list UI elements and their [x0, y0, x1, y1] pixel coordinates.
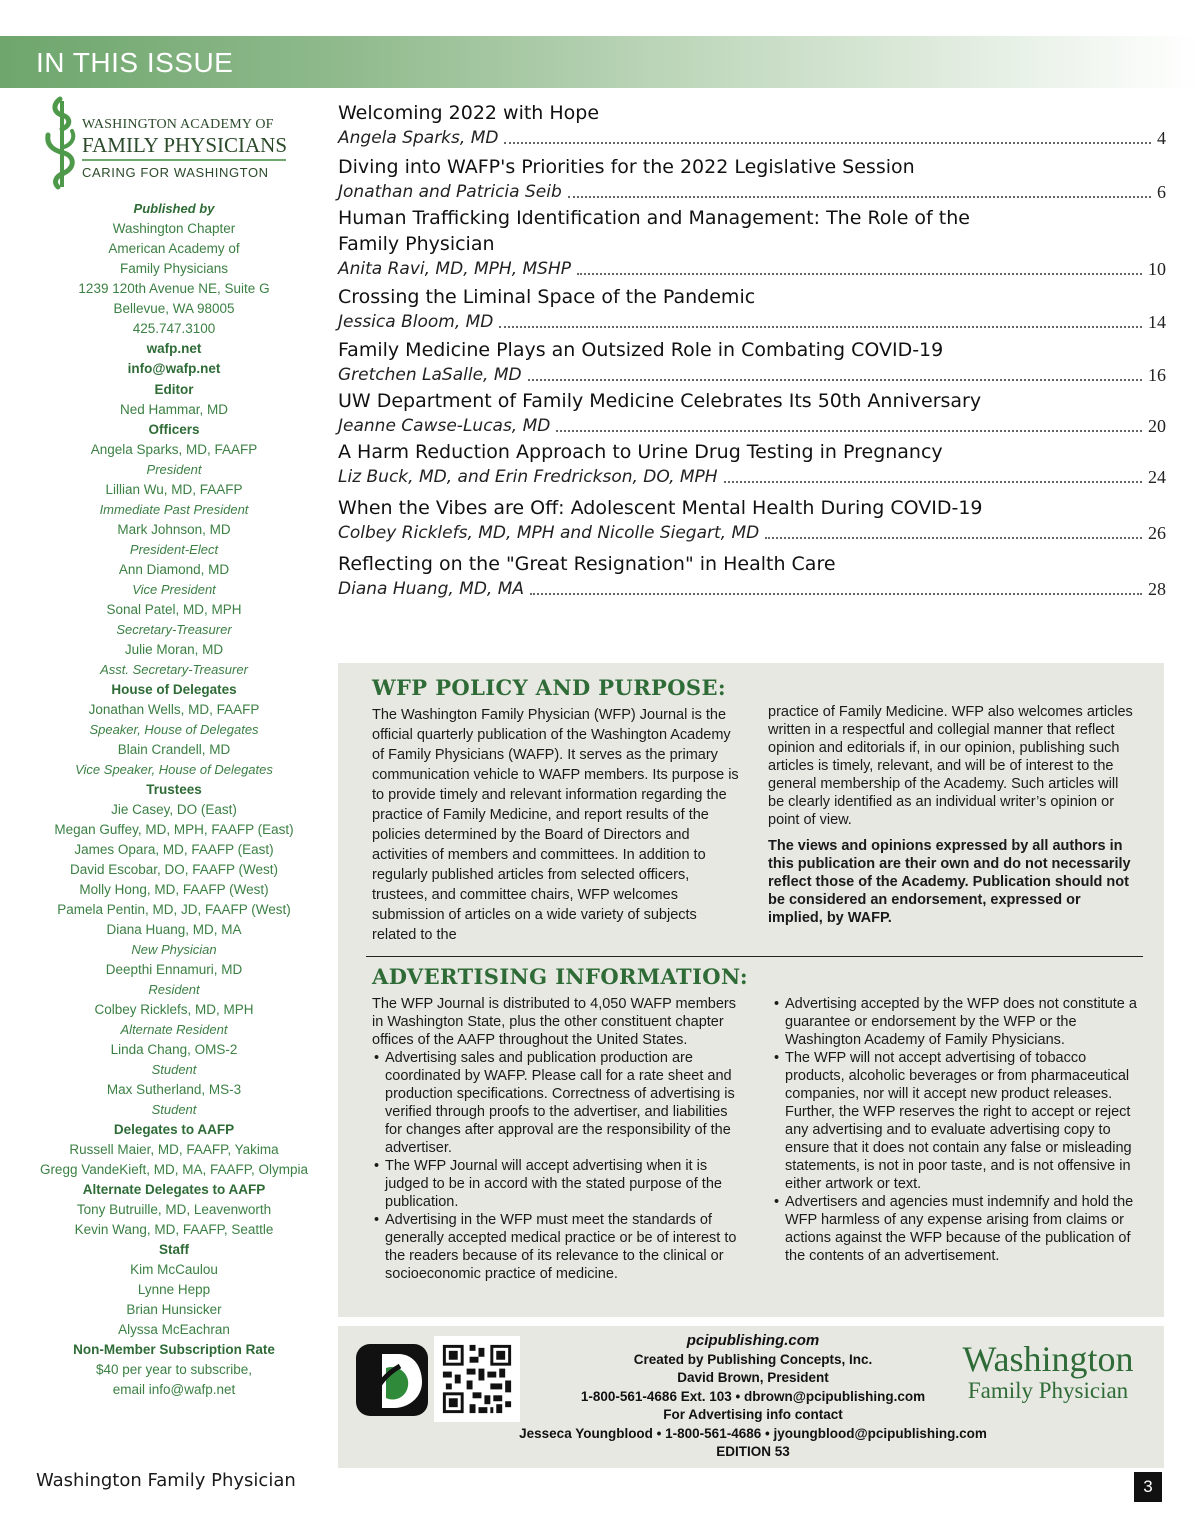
masthead-sidebar: [20, 95, 328, 1400]
toc-byline-row: [338, 414, 1166, 438]
toc-leader-dots: [724, 481, 1142, 483]
masthead-line: American Academy of: [108, 241, 240, 256]
section-title: IN THIS ISSUE: [36, 47, 234, 78]
toc-page-number: 28: [1148, 579, 1166, 599]
masthead-line: Published by: [133, 201, 215, 216]
publisher-line-2: David Brown, President: [677, 1370, 829, 1385]
toc-byline-row: [338, 577, 1166, 601]
masthead-line: Mark Johnson, MD: [117, 522, 231, 537]
masthead-line: Max Sutherland, MS-3: [106, 1082, 242, 1097]
toc-entry[interactable]: [338, 495, 1166, 545]
toc-byline-row: [338, 465, 1166, 489]
masthead-line: Non-Member Subscription Rate: [73, 1342, 275, 1357]
advertising-list-1: [372, 1049, 744, 1283]
masthead-line: Staff: [159, 1242, 189, 1257]
masthead-line: Deepthi Ennamuri, MD: [105, 962, 243, 977]
masthead-line: Editor: [154, 382, 194, 397]
policy-heading: WFP POLICY AND PURPOSE:: [372, 675, 727, 700]
logo-divider: [82, 159, 286, 161]
masthead-line: Resident: [148, 982, 200, 997]
masthead-line: Student: [151, 1062, 197, 1077]
toc-page-number: 6: [1157, 182, 1166, 202]
masthead-line: President-Elect: [129, 542, 219, 557]
toc-author: Liz Buck, MD, and Erin Fredrickson, DO, MPH: [338, 467, 718, 487]
advertising-bullet: • Advertising sales and publication production are coordinated by WAFP. Please call for a rate sheet and production specifications. Correctness of advertising is verified through proofs to the advertiser, and liabilities for changes after approval are the responsibility of the advertiser.: [372, 1049, 744, 1157]
masthead-line[interactable]: email info@wafp.net: [112, 1382, 236, 1397]
wfp-brand-logo: [958, 1340, 1138, 1404]
section-divider: [366, 956, 1143, 957]
toc-author: Jeanne Cawse-Lucas, MD: [338, 416, 551, 436]
toc-page-number: 26: [1148, 523, 1166, 543]
toc-byline-row: [338, 521, 1166, 545]
toc-article-title: Diving into WAFP's Priorities for the 2022 Legislative Session: [338, 156, 915, 178]
toc-author: Gretchen LaSalle, MD: [338, 365, 522, 385]
publisher-box: [338, 1326, 1164, 1468]
masthead-line: Kevin Wang, MD, FAAFP, Seattle: [74, 1222, 274, 1237]
toc-byline-row: [338, 310, 1166, 334]
masthead-line: Jonathan Wells, MD, FAAFP: [88, 702, 260, 717]
toc-entry[interactable]: [338, 337, 1166, 387]
toc-entry[interactable]: [338, 100, 1166, 150]
masthead-line: $40 per year to subscribe,: [95, 1362, 253, 1377]
toc-leader-dots: [765, 537, 1142, 539]
masthead-line: Asst. Secretary-Treasurer: [100, 662, 248, 677]
toc-article-title: UW Department of Family Medicine Celebrates Its 50th Anniversary: [338, 390, 982, 412]
toc-leader-dots: [568, 196, 1151, 198]
masthead-line: Tony Butruille, MD, Leavenworth: [76, 1202, 272, 1217]
toc-byline-row: [338, 363, 1166, 387]
masthead-line: Megan Guffey, MD, MPH, FAAFP (East): [54, 822, 294, 837]
masthead-line: Vice Speaker, House of Delegates: [75, 762, 273, 777]
toc-page-number: 14: [1148, 312, 1166, 332]
masthead-line: James Opara, MD, FAAFP (East): [74, 842, 274, 857]
logo-line-1: WASHINGTON ACADEMY OF: [82, 117, 274, 132]
toc-entry[interactable]: [338, 284, 1166, 334]
toc-author: Diana Huang, MD, MA: [338, 579, 525, 599]
masthead-line: Lynne Hepp: [137, 1282, 211, 1297]
masthead-line: Lillian Wu, MD, FAAFP: [105, 482, 243, 497]
masthead-line: Sonal Patel, MD, MPH: [106, 602, 242, 617]
masthead-line: President: [146, 462, 202, 477]
toc-leader-dots: [530, 593, 1142, 595]
toc-article-title: Reflecting on the "Great Resignation" in Health Care: [338, 553, 836, 575]
masthead-line: New Physician: [131, 942, 217, 957]
masthead-line: Gregg VandeKieft, MD, MA, FAAFP, Olympia: [39, 1162, 309, 1177]
advertising-bullet: • The WFP will not accept advertising of tobacco products, alcoholic beverages or from pharmaceutical companies, nor will it accept new product releases. Further, the WFP reserves the right to accept or reject any advertising and to evaluate advertising copy to ensure that it does not contain any false or misleading statements, is not in poor taste, and is not offensive in either artwork or text.: [772, 1049, 1144, 1193]
masthead-line: Trustees: [146, 782, 202, 797]
publisher-logo: [356, 1344, 428, 1416]
toc-page-number: 20: [1148, 416, 1166, 436]
advertising-bullet: • Advertising accepted by the WFP does not constitute a guarantee or endorsement by the WFP or the Washington Academy of Family Physicians.: [772, 995, 1144, 1049]
toc-entry[interactable]: [338, 439, 1166, 489]
advertising-intro: The WFP Journal is distributed to 4,050 WAFP members in Washington State, plus the other constituent chapter offices of the AAFP throughout the United States.: [372, 996, 736, 1048]
toc-author: Angela Sparks, MD: [338, 128, 499, 148]
masthead-line: Angela Sparks, MD, FAAFP: [90, 442, 258, 457]
masthead-line: Officers: [148, 422, 200, 437]
masthead-line: Pamela Pentin, MD, JD, FAAFP (West): [57, 902, 291, 917]
masthead-line[interactable]: wafp.net: [146, 341, 202, 356]
brand-line-2: Family Physician: [967, 1378, 1129, 1403]
masthead-line: 1239 120th Avenue NE, Suite G: [78, 281, 270, 296]
toc-leader-dots: [499, 326, 1142, 328]
wafp-logo: [20, 95, 328, 195]
brand-line-1: Washington: [962, 1339, 1134, 1379]
toc-article-title: Family Medicine Plays an Outsized Role in Combating COVID-19: [338, 339, 944, 361]
masthead-line: Jie Casey, DO (East): [111, 802, 237, 817]
masthead-line: Delegates to AAFP: [113, 1122, 235, 1137]
toc-leader-dots: [556, 430, 1142, 432]
toc-leader-dots: [528, 379, 1142, 381]
toc-byline-row: [338, 126, 1166, 150]
policy-text-2: practice of Family Medicine. WFP also welcomes articles written in a respectful and collegial manner that reflect opinion and editorials if, in our opinion, publishing such articles is timely, relevant, and will be of interest to the general membership of the Academy. Such articles will be clearly identified as an individual writer’s opinion or point of view.: [768, 704, 1133, 828]
publisher-line-5: Jesseca Youngblood • 1-800-561-4686 • jyoungblood@pcipublishing.com: [519, 1425, 987, 1441]
masthead-line: Russell Maier, MD, FAAFP, Yakima: [69, 1142, 279, 1157]
publisher-info: [488, 1332, 1018, 1462]
advertising-bullet: • The WFP Journal will accept advertising when it is judged to be in accord with the stated purpose of the publication.: [372, 1157, 744, 1211]
toc-article-title-cont: Family Physician: [338, 233, 495, 255]
publisher-line-1: Created by Publishing Concepts, Inc.: [633, 1351, 873, 1367]
toc-entry[interactable]: [338, 388, 1166, 438]
publisher-line-3: 1-800-561-4686 Ext. 103 • dbrown@pcipublishing.com: [580, 1388, 926, 1404]
toc-page-number: 16: [1148, 365, 1166, 385]
toc-entry[interactable]: [338, 551, 1166, 601]
section-banner: [0, 36, 1200, 88]
masthead-line: Washington Chapter: [112, 221, 236, 236]
toc-author: Colbey Ricklefs, MD, MPH and Nicolle Siegart, MD: [338, 523, 760, 543]
toc-article-title: Welcoming 2022 with Hope: [338, 102, 600, 124]
masthead-line: Ned Hammar, MD: [119, 402, 229, 417]
policy-column-1: [372, 705, 744, 945]
advertising-column-1: [372, 995, 744, 1283]
toc-leader-dots: [504, 142, 1151, 144]
masthead-line: Molly Hong, MD, FAAFP (West): [79, 882, 269, 897]
policy-disclaimer: The views and opinions expressed by all authors in this publication are their own and do not necessarily reflect those of the Academy. Publication should not be considered an endorsement, expressed or implied, by WAFP.: [768, 838, 1131, 926]
toc-byline-row: [338, 180, 1166, 204]
masthead-line: Family Physicians: [119, 261, 229, 276]
toc-author: Jessica Bloom, MD: [338, 312, 494, 332]
publisher-url[interactable]: pcipublishing.com: [686, 1332, 820, 1349]
masthead-line: Diana Huang, MD, MA: [106, 922, 242, 937]
masthead-line: House of Delegates: [111, 682, 237, 697]
toc-page-number: 10: [1148, 259, 1166, 279]
masthead-line: Bellevue, WA 98005: [113, 301, 235, 316]
policy-column-2: [768, 703, 1138, 927]
toc-article-title: When the Vibes are Off: Adolescent Mental Health During COVID-19: [338, 497, 983, 519]
page-number: 3: [1134, 1472, 1162, 1502]
masthead-line: Linda Chang, OMS-2: [110, 1042, 238, 1057]
masthead-line: Alternate Resident: [120, 1022, 228, 1037]
toc-byline-row: [338, 257, 1166, 281]
advertising-column-2: [772, 995, 1144, 1265]
toc-page-number: 24: [1148, 467, 1166, 487]
masthead-line: Colbey Ricklefs, MD, MPH: [94, 1002, 254, 1017]
toc-author: Jonathan and Patricia Seib: [338, 182, 562, 202]
toc-article-title: Human Trafficking Identification and Management: The Role of the: [338, 207, 970, 229]
policy-box: [338, 663, 1164, 1317]
toc-article-title: Crossing the Liminal Space of the Pandemic: [338, 286, 756, 308]
publisher-logo-icon: [356, 1344, 428, 1416]
masthead-line: David Escobar, DO, FAAFP (West): [69, 862, 279, 877]
policy-text-1: The Washington Family Physician (WFP) Journal is the official quarterly publication of the Washington Academy of Family Physicians (WAFP). It serves as the primary communication vehicle to WAFP members. Its purpose is to provide timely and relevant information regarding the practice of Family Medicine, and report results of the policies determined by the Board of Directors and activities of members and committees. In addition to regularly published articles from selected officers, trustees, and committee chairs, WFP welcomes submission of articles on a wide variety of subjects related to the: [372, 707, 739, 943]
masthead-line: Julie Moran, MD: [124, 642, 224, 657]
footer-publication-name: Washington Family Physician: [36, 1470, 296, 1491]
publisher-line-4: For Advertising info contact: [663, 1407, 843, 1422]
caduceus-icon: [42, 95, 82, 191]
masthead-line: Ann Diamond, MD: [118, 562, 230, 577]
masthead-line: Blain Crandell, MD: [117, 742, 231, 757]
logo-tagline: CARING FOR WASHINGTON: [82, 165, 269, 180]
masthead-line: Alternate Delegates to AAFP: [82, 1182, 266, 1197]
toc-author: Anita Ravi, MD, MPH, MSHP: [338, 259, 572, 279]
toc-entry[interactable]: [338, 154, 1166, 204]
masthead-line: Speaker, House of Delegates: [89, 722, 259, 737]
advertising-bullet: • Advertising in the WFP must meet the standards of generally accepted medical practice or be of interest to the readers because of its relevance to the clinical or socioeconomic practice of medicine.: [372, 1211, 744, 1283]
toc-article-title: A Harm Reduction Approach to Urine Drug Testing in Pregnancy: [338, 441, 943, 463]
masthead-line: Immediate Past President: [99, 502, 249, 517]
masthead-line[interactable]: info@wafp.net: [127, 361, 221, 376]
advertising-heading: ADVERTISING INFORMATION:: [372, 964, 749, 989]
masthead-line: Kim McCaulou: [130, 1262, 218, 1277]
masthead-line: Student: [151, 1102, 197, 1117]
toc-leader-dots: [577, 273, 1142, 275]
masthead-line: Vice President: [132, 582, 216, 597]
masthead-line: Brian Hunsicker: [126, 1302, 222, 1317]
masthead-list: [20, 199, 328, 1400]
toc-page-number: 4: [1157, 128, 1166, 148]
logo-line-2: FAMILY PHYSICIANS: [82, 133, 288, 157]
masthead-line: 425.747.3100: [132, 321, 216, 336]
edition-label: EDITION 53: [716, 1444, 790, 1459]
advertising-list-2: [772, 995, 1144, 1265]
advertising-bullet: • Advertisers and agencies must indemnify and hold the WFP harmless of any expense arising from claims or actions against the WFP because of the publication of the contents of an advertisement.: [772, 1193, 1144, 1265]
masthead-line: Alyssa McEachran: [118, 1322, 230, 1337]
toc-entry[interactable]: [338, 205, 1166, 281]
masthead-line: Secretary-Treasurer: [116, 622, 232, 637]
